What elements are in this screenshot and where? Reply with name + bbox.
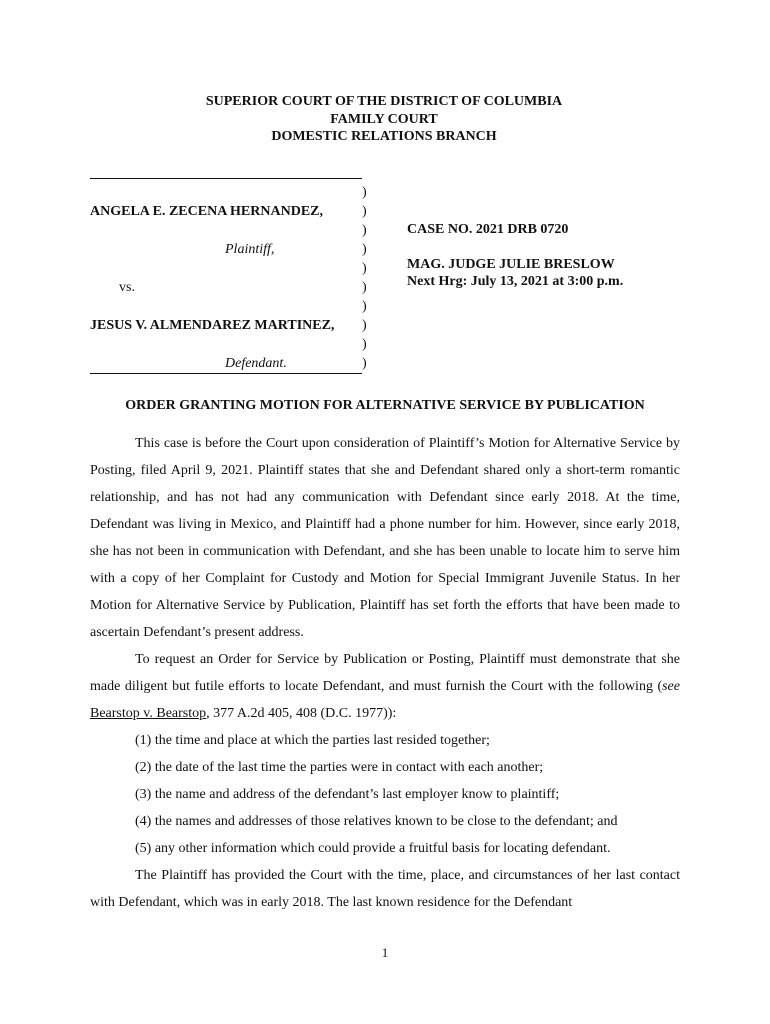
order-body — [90, 430, 680, 916]
court-division: FAMILY COURT — [330, 111, 438, 127]
caption-paren: ) — [362, 223, 367, 238]
court-name: SUPERIOR COURT OF THE DISTRICT OF COLUMBIA — [205, 94, 563, 109]
paragraph-2 — [90, 646, 680, 727]
list-item: (5) any other information which could provide a fruitful basis for locating defendant. — [135, 841, 611, 856]
caption-paren: ) — [362, 356, 367, 371]
court-header — [0, 93, 770, 146]
defendant-name: JESUS V. ALMENDAREZ MARTINEZ, — [90, 318, 335, 333]
caption-paren: ) — [362, 261, 367, 276]
caption-paren: ) — [362, 280, 367, 295]
plaintiff-name: ANGELA E. ZECENA HERNANDEZ, — [90, 204, 323, 219]
caption-paren: ) — [362, 318, 367, 333]
case-citation: Bearstop v. Bearstop — [90, 706, 207, 721]
caption-top-rule — [90, 178, 362, 179]
plaintiff-role: Plaintiff, — [225, 242, 275, 257]
caption-paren: ) — [362, 204, 367, 219]
next-hearing: Next Hrg: July 13, 2021 at 3:00 p.m. — [407, 274, 624, 289]
court-branch: DOMESTIC RELATIONS BRANCH — [271, 129, 497, 144]
paragraph-3: The Plaintiff has provided the Court with the time, place, and circumstances of her last contact with Defendant, which was in early 2018. The last known residence for the Defendant — [90, 868, 680, 910]
case-caption — [90, 176, 690, 381]
order-title: ORDER GRANTING MOTION FOR ALTERNATIVE SERVICE BY PUBLICATION — [125, 398, 645, 413]
list-item: (3) the name and address of the defendant’s last employer know to plaintiff; — [135, 787, 560, 802]
list-item: (2) the date of the last time the parties were in contact with each another; — [135, 760, 544, 775]
caption-paren-column — [362, 183, 372, 373]
list-item: (4) the names and addresses of those relatives known to be close to the defendant; and — [135, 814, 618, 829]
paragraph-2-start: To request an Order for Service by Publication or Posting, Plaintiff must demonstrate that she made diligent but futile efforts to locate Defendant, and must furnish the Court with the following ( — [90, 652, 680, 694]
versus-label: vs. — [119, 280, 135, 295]
caption-paren: ) — [362, 242, 367, 257]
judge-name: MAG. JUDGE JULIE BRESLOW — [407, 257, 615, 272]
defendant-role: Defendant. — [225, 356, 287, 371]
list-item: (1) the time and place at which the parties last resided together; — [135, 733, 490, 748]
case-number: CASE NO. 2021 DRB 0720 — [407, 222, 569, 237]
caption-bottom-rule — [90, 373, 362, 374]
caption-paren: ) — [362, 299, 367, 314]
page-number: 1 — [381, 945, 389, 960]
paragraph-1: This case is before the Court upon consideration of Plaintiff’s Motion for Alternative Service by Posting, filed April 9, 2021. Plaintiff states that she and Defendant shared only a short-term romantic relationship, and has not had any communication with Defendant since early 2018. At the time, Defendant was living in Mexico, and Plaintiff had a phone number for him. However, since early 2018, she has not been in communication with Defendant, and she has been unable to locate him to serve him with a copy of her Complaint for Custody and Motion for Special Immigrant Juvenile Status. In her Motion for Alternative Service by Publication, Plaintiff has set forth the efforts that have been made to ascertain Defendant’s present address. — [90, 436, 680, 640]
caption-paren: ) — [362, 185, 367, 200]
paragraph-2-end: , 377 A.2d 405, 408 (D.C. 1977)): — [206, 706, 397, 721]
caption-paren: ) — [362, 337, 367, 352]
see-signal: see — [662, 679, 680, 694]
requirements-list — [90, 727, 680, 862]
